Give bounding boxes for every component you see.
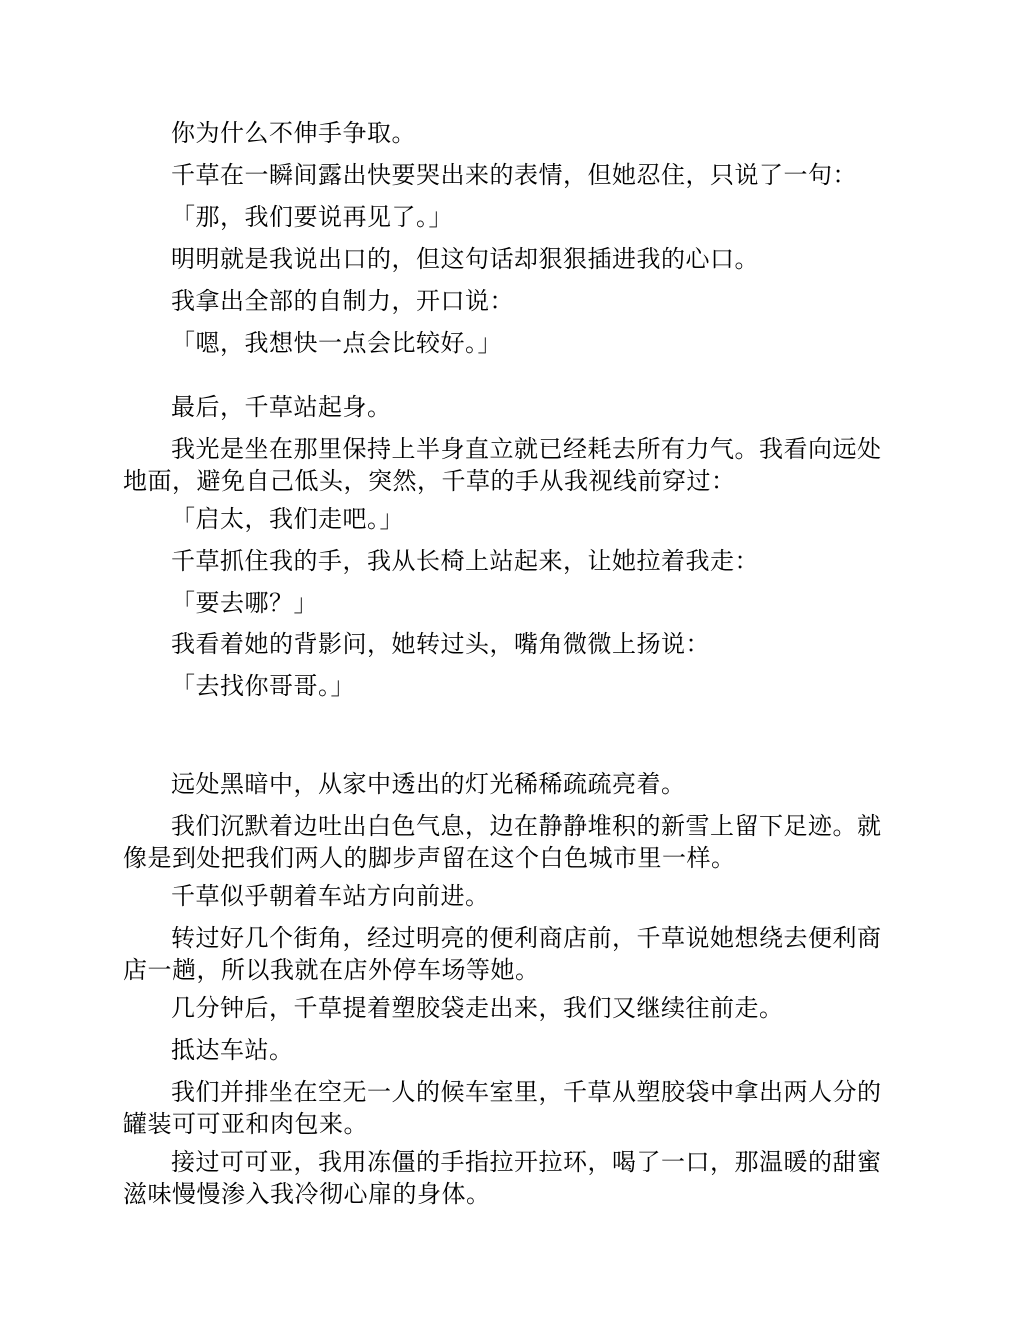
paragraph: 千草抓住我的手，我从长椅上站起来，让她拉着我走： <box>171 547 759 575</box>
paragraph: 「要去哪？」 <box>171 589 318 617</box>
paragraph: 你为什么不伸手争取。 <box>171 119 416 147</box>
paragraph: 「去找你哥哥。」 <box>171 672 355 700</box>
paragraph: 「启太，我们走吧。」 <box>171 505 404 533</box>
paragraph: 我光是坐在那里保持上半身直立就已经耗去所有力气。我看向远处地面，避免自己低头，突然，千草的手从我视线前穿过： <box>123 435 882 495</box>
paragraph: 我们并排坐在空无一人的候车室里，千草从塑胶袋中拿出两人分的罐装可可亚和肉包来。 <box>123 1078 882 1138</box>
paragraph: 抵达车站。 <box>171 1036 294 1064</box>
paragraph: 远处黑暗中，从家中透出的灯光稀稀疏疏亮着。 <box>171 770 686 798</box>
paragraph: 千草在一瞬间露出快要哭出来的表情，但她忍住，只说了一句： <box>171 161 857 189</box>
paragraph: 明明就是我说出口的，但这句话却狠狠插进我的心口。 <box>171 245 759 273</box>
paragraph: 我拿出全部的自制力，开口说： <box>171 287 514 315</box>
paragraph: 转过好几个街角，经过明亮的便利商店前，千草说她想绕去便利商店一趟，所以我就在店外停车场等她。 <box>123 924 882 984</box>
paragraph: 「嗯，我想快一点会比较好。」 <box>171 329 502 357</box>
paragraph: 几分钟后，千草提着塑胶袋走出来，我们又继续往前走。 <box>171 994 784 1022</box>
paragraph: 我们沉默着边吐出白色气息，边在静静堆积的新雪上留下足迹。就像是到处把我们两人的脚步声留在这个白色城市里一样。 <box>123 812 882 872</box>
paragraph: 千草似乎朝着车站方向前进。 <box>171 882 490 910</box>
paragraph: 我看着她的背影问，她转过头，嘴角微微上扬说： <box>171 630 710 658</box>
paragraph: 接过可可亚，我用冻僵的手指拉开拉环，喝了一口，那温暖的甜蜜滋味慢慢渗入我冷彻心扉的身体。 <box>123 1148 882 1208</box>
paragraph: 最后，千草站起身。 <box>171 393 392 421</box>
paragraph: 「那，我们要说再见了。」 <box>171 203 453 231</box>
